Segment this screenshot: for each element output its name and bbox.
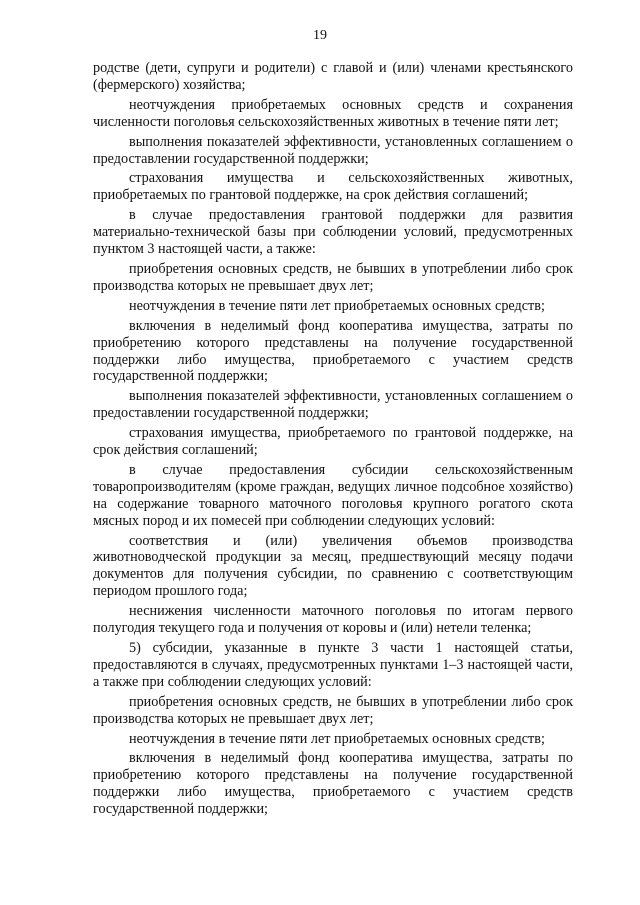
paragraph: неотчуждения приобретаемых основных средств и сохранения численности поголовья сельскохозяйственных животных в течение пяти лет; xyxy=(93,96,573,130)
paragraph: включения в неделимый фонд кооператива имущества, затраты по приобретению которого представлены на получение государственной поддержки либо имущества, приобретаемого с участием средств государственной поддержки; xyxy=(93,317,573,385)
paragraph: неотчуждения в течение пяти лет приобретаемых основных средств; xyxy=(129,297,545,314)
paragraph: приобретения основных средств, не бывших в употреблении либо срок производства которых не превышает двух лет; xyxy=(93,260,573,294)
paragraph: страхования имущества, приобретаемого по грантовой поддержке, на срок действия соглашений; xyxy=(93,425,573,459)
paragraph: неснижения численности маточного поголовья по итогам первого полугодия текущего года и получения от коровы и (или) нетели теленка; xyxy=(93,603,573,637)
paragraph: родстве (дети, супруги и родители) с главой и (или) членами крестьянского (фермерского) хозяйства; xyxy=(93,60,573,93)
paragraph: 5) субсидии, указанные в пункте 3 части 1 настоящей статьи, предоставляются в случаях, предусмотренных пунктами 1–3 настоящей части, а также при соблюдении следующих условий: xyxy=(93,640,573,690)
paragraph: страхования имущества и сельскохозяйственных животных, приобретаемых по грантовой поддержке, на срок действия соглашений; xyxy=(93,170,573,204)
paragraph: в случае предоставления грантовой поддержки для развития материально-технической базы при соблюдении условий, предусмотренных пунктом 3 настоящей части, а также: xyxy=(93,207,573,258)
paragraph: выполнения показателей эффективности, установленных соглашением о предоставлении государственной поддержки; xyxy=(93,388,573,422)
body-text xyxy=(93,60,573,821)
paragraph: выполнения показателей эффективности, установленных соглашением о предоставлении государственной поддержки; xyxy=(93,133,573,167)
paragraph: в случае предоставления субсидии сельскохозяйственным товаропроизводителям (кроме граждан, ведущих личное подсобное хозяйство) на содержание товарного маточного поголовья крупного рогатого скота мясных пород и их помесей при соблюдении следующих условий: xyxy=(93,461,573,529)
page-number: 19 xyxy=(313,28,327,43)
paragraph: соответствия и (или) увеличения объемов производства животноводческой продукции за месяц, предшествующий месяцу подачи документов для получения субсидии, по сравнению с соответствующим периодом прошлого года; xyxy=(93,532,573,600)
paragraph: включения в неделимый фонд кооператива имущества, затраты по приобретению которого представлены на получение государственной поддержки либо имущества, приобретаемого с участием средств государственной поддержки; xyxy=(93,750,573,818)
paragraph: приобретения основных средств, не бывших в употреблении либо срок производства которых не превышает двух лет; xyxy=(93,693,573,727)
paragraph: неотчуждения в течение пяти лет приобретаемых основных средств; xyxy=(129,730,545,747)
